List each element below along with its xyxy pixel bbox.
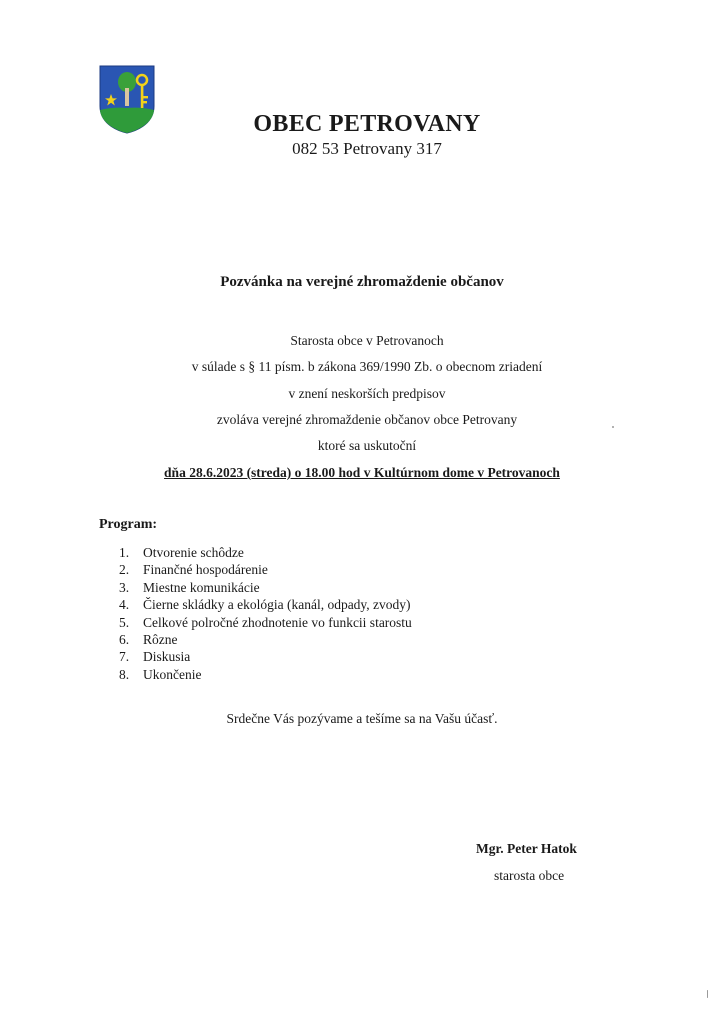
- program-item-number: 1.: [119, 545, 130, 560]
- program-item-number: 7.: [119, 649, 130, 665]
- body-line: zvoláva verejné zhromaždenie občanov obce Petrovany: [216, 412, 518, 427]
- program-item-text: Finančné hospodárenie: [143, 562, 268, 578]
- program-item: [115, 666, 412, 683]
- program-item-text: Rôzne: [143, 631, 178, 647]
- program-item-text: Celkové polročné zhodnotenie vo funkcii starostu: [143, 614, 412, 630]
- program-item-number: 8.: [119, 666, 130, 682]
- signatory-role: starosta obce: [494, 868, 565, 883]
- program-item-text: Miestne komunikácie: [143, 579, 260, 595]
- meeting-date-line: dňa 28.6.2023 (streda) o 18.00 hod v Kultúrnom dome v Petrovanoch: [164, 465, 560, 480]
- scan-speck: [707, 990, 708, 998]
- program-label: Program:: [99, 517, 158, 532]
- program-item: [115, 596, 412, 613]
- program-item: [115, 614, 412, 631]
- program-item: [115, 579, 412, 596]
- program-item-number: 5.: [119, 614, 130, 630]
- organization-address: 082 53 Petrovany 317: [292, 139, 442, 158]
- signatory-name: Mgr. Peter Hatok: [476, 841, 577, 856]
- organization-name: OBEC PETROVANY: [253, 111, 481, 137]
- body-line: v súlade s § 11 písm. b zákona 369/1990 Zb. o obecnom zriadení: [191, 359, 543, 374]
- scan-speck: [612, 426, 614, 428]
- closing-text: Srdečne Vás pozývame a tešíme sa na Vašu účasť.: [226, 711, 498, 726]
- body-line: v znení neskorších predpisov: [288, 386, 446, 401]
- program-item: [115, 544, 412, 561]
- program-item: [115, 561, 412, 578]
- body-line: ktoré sa uskutoční: [317, 438, 417, 453]
- program-list: [115, 544, 412, 683]
- program-item-text: Čierne skládky a ekológia (kanál, odpady, zvody): [143, 597, 411, 613]
- program-item-text: Otvorenie schôdze: [143, 545, 244, 560]
- program-item: [115, 648, 412, 665]
- program-item-number: 4.: [119, 597, 130, 613]
- program-item: [115, 631, 412, 648]
- program-item-number: 2.: [119, 562, 130, 578]
- body-line: Starosta obce v Petrovanoch: [290, 333, 444, 348]
- program-item-text: Ukončenie: [143, 666, 202, 682]
- program-item-number: 6.: [119, 631, 130, 647]
- document-title: Pozvánka na verejné zhromaždenie občanov: [220, 274, 504, 290]
- program-item-text: Diskusia: [143, 649, 191, 665]
- program-item-number: 3.: [119, 579, 130, 595]
